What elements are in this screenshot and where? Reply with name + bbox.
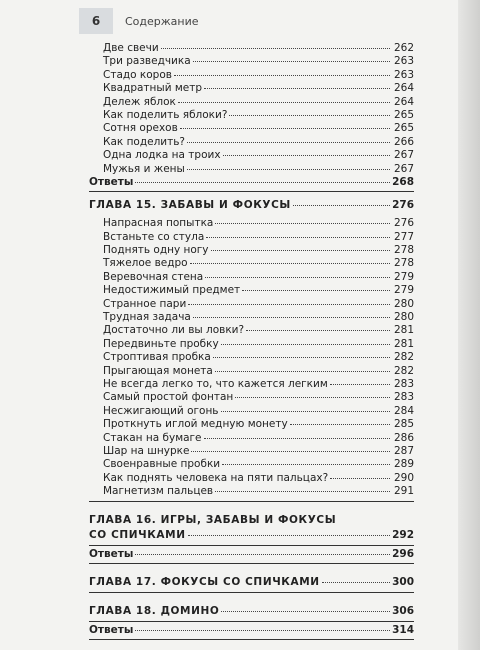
toc-entry-page: 263: [393, 68, 414, 81]
toc-entry[interactable]: [89, 338, 414, 351]
toc-entry-page: 286: [393, 431, 414, 444]
toc-entry[interactable]: [89, 298, 414, 311]
toc-answers-row[interactable]: Ответы 268: [89, 175, 414, 188]
toc-entry-title: Одна лодка на троих: [103, 149, 221, 162]
divider: [89, 639, 414, 640]
toc-entry[interactable]: [89, 163, 414, 176]
toc-entry-title: Трудная задача: [103, 311, 191, 324]
toc-entry-page: 264: [393, 95, 414, 108]
toc-entry-page: 262: [393, 42, 414, 54]
toc-entry[interactable]: [89, 432, 414, 445]
toc-entry-title: Веревочная стена: [103, 270, 204, 283]
divider: [89, 563, 414, 564]
toc-entry-page: 278: [393, 244, 414, 257]
toc-entry-page: 283: [393, 377, 414, 390]
toc-entry-page: 280: [393, 311, 414, 324]
toc-entry-page: 267: [393, 162, 414, 175]
toc-entry[interactable]: [89, 82, 414, 95]
toc-entry-page: 265: [393, 122, 414, 135]
toc-entry-title: Передвиньте пробку: [103, 337, 219, 350]
toc-chapter-18[interactable]: ГЛАВА 18. ДОМИНО 306: [89, 604, 414, 617]
toc-entry-page: 266: [393, 135, 414, 148]
toc-entry[interactable]: [89, 365, 414, 378]
toc-answers-row[interactable]: Ответы 296: [89, 547, 414, 560]
toc-entry[interactable]: [89, 96, 414, 109]
book-spine-edge: [458, 0, 480, 650]
toc-entry[interactable]: [89, 324, 414, 337]
toc-entry-page: 287: [393, 444, 414, 457]
toc-chapter-17[interactable]: ГЛАВА 17. ФОКУСЫ СО СПИЧКАМИ 300: [89, 575, 414, 588]
toc-entry-title: Прыгающая монета: [103, 364, 213, 377]
toc-entry-title: Напрасная попытка: [103, 217, 214, 230]
toc-entry-title: Стадо коров: [103, 68, 172, 81]
toc-entry-title: Магнетизм пальцев: [103, 485, 214, 498]
toc-entry-title: Квадратный метр: [103, 82, 203, 95]
toc-entry[interactable]: [89, 311, 414, 324]
toc-entry-page: 278: [393, 257, 414, 270]
toc-entry-page: 263: [393, 55, 414, 68]
toc-entry-page: 282: [393, 351, 414, 364]
toc-entry-page: 279: [393, 284, 414, 297]
toc-entry[interactable]: [89, 351, 414, 364]
toc-answers-row[interactable]: Ответы 314: [89, 623, 414, 636]
page-number: 6: [79, 8, 113, 34]
toc-entry-page: 285: [393, 418, 414, 431]
toc-entry[interactable]: [89, 418, 414, 431]
running-head: Содержание: [125, 14, 199, 28]
toc-chapter-16-line1[interactable]: ГЛАВА 16. ИГРЫ, ЗАБАВЫ И ФОКУСЫ: [89, 513, 337, 526]
toc-entry-page: 281: [393, 324, 414, 337]
toc-entry-title: Строптивая пробка: [103, 351, 211, 364]
toc-entry-page: 290: [393, 471, 414, 484]
toc-entry-page: 284: [393, 404, 414, 417]
toc-entry-title: Странное пари: [103, 297, 187, 310]
toc-entry-page: 281: [393, 337, 414, 350]
toc-entry[interactable]: [89, 378, 414, 391]
toc-entry-page: 276: [393, 217, 414, 230]
toc-entry-page: 277: [393, 230, 414, 243]
toc-chapter-16-line2[interactable]: СО СПИЧКАМИ 292: [89, 528, 414, 541]
divider: [89, 191, 414, 192]
toc-entry-title: Две свечи: [103, 42, 159, 54]
toc-entry[interactable]: [89, 42, 414, 55]
toc-entry-page: 291: [393, 485, 414, 498]
toc-entry[interactable]: [89, 122, 414, 135]
toc-entry[interactable]: [89, 109, 414, 122]
toc-entry-page: 282: [393, 364, 414, 377]
toc-entry-title: Самый простой фонтан: [103, 391, 234, 404]
toc-entry[interactable]: [89, 271, 414, 284]
toc-entry-title: Три разведчика: [103, 55, 191, 68]
toc-entry[interactable]: [89, 445, 414, 458]
divider: [89, 501, 414, 502]
toc-entry-title: Мужья и жены: [103, 162, 185, 175]
toc-entry[interactable]: [89, 472, 414, 485]
toc-entry[interactable]: [89, 231, 414, 244]
toc-entry[interactable]: [89, 391, 414, 404]
toc-entry-title: Достаточно ли вы ловки?: [103, 324, 245, 337]
toc-entry-page: 283: [393, 391, 414, 404]
toc-entry-title: Не всегда легко то, что кажется легким: [103, 377, 328, 390]
toc-entry[interactable]: [89, 149, 414, 162]
toc-entry-title: Как поднять человека на пяти пальцах?: [103, 471, 329, 484]
toc-entry[interactable]: [89, 458, 414, 471]
divider: [89, 545, 414, 546]
toc-entry[interactable]: [89, 485, 414, 498]
toc-entry[interactable]: [89, 69, 414, 82]
toc-entry-title: Сотня орехов: [103, 122, 178, 135]
divider: [89, 621, 414, 622]
page-header: [79, 8, 449, 34]
toc-entry-page: 264: [393, 82, 414, 95]
toc-entry-page: 267: [393, 149, 414, 162]
toc-entry[interactable]: [89, 244, 414, 257]
toc-entry-title: Стакан на бумаге: [103, 431, 202, 444]
toc-entry-page: 265: [393, 108, 414, 121]
toc-entry-title: Как поделить?: [103, 135, 185, 148]
toc-entry[interactable]: [89, 136, 414, 149]
toc-entry-page: 279: [393, 270, 414, 283]
toc-entry-title: Недостижимый предмет: [103, 284, 241, 297]
toc-entry-title: Несжигающий огонь: [103, 404, 219, 417]
table-of-contents: [89, 42, 414, 642]
toc-entry[interactable]: [89, 257, 414, 270]
toc-entry[interactable]: [89, 405, 414, 418]
toc-entry-title: Поднять одну ногу: [103, 244, 209, 257]
toc-entry-title: Дележ яблок: [103, 95, 176, 108]
toc-entry[interactable]: [89, 217, 414, 230]
toc-entry-page: 280: [393, 297, 414, 310]
toc-entry-title: Проткнуть иглой медную монету: [103, 418, 288, 431]
toc-entry-title: Как поделить яблоки?: [103, 108, 228, 121]
toc-entry-title: Встаньте со стула: [103, 230, 205, 243]
toc-block-chapter15: [89, 217, 414, 498]
toc-entry[interactable]: [89, 55, 414, 68]
toc-chapter-15[interactable]: ГЛАВА 15. ЗАБАВЫ И ФОКУСЫ 276: [89, 199, 414, 212]
toc-entry-title: Своенравные пробки: [103, 458, 221, 471]
toc-block-chapter14: [89, 42, 414, 176]
toc-entry-title: Тяжелое ведро: [103, 257, 188, 270]
toc-entry[interactable]: [89, 284, 414, 297]
divider: [89, 592, 414, 593]
toc-entry-page: 289: [393, 458, 414, 471]
toc-entry-title: Шар на шнурке: [103, 444, 190, 457]
